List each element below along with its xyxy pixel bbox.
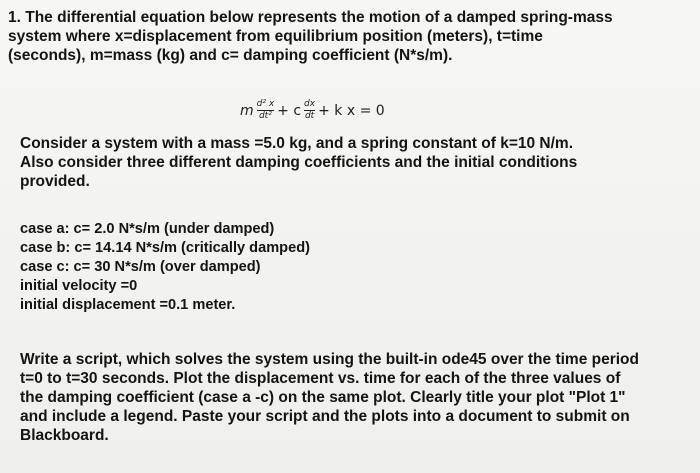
eq-second-derivative: [257, 100, 275, 121]
task-line-5: Blackboard.: [20, 427, 109, 444]
eq-plus-c: + c: [277, 102, 302, 119]
intro-line-2: system where x=displacement from equilibrium position (meters), t=time: [8, 28, 543, 45]
intro-line-1: 1. The differential equation below represents the motion of a damped spring-mass: [8, 9, 613, 26]
eq-first-derivative: [304, 100, 315, 121]
differential-equation: [238, 100, 387, 121]
eq-dx-numerator: dx: [304, 99, 316, 109]
task-line-2: t=0 to t=30 seconds. Plot the displacement vs. time for each of the three values of: [20, 370, 621, 387]
task-line-3: the damping coefficient (case a -c) on the same plot. Clearly title your plot "Plot 1": [20, 389, 626, 406]
eq-dx-denominator: dt: [304, 111, 315, 121]
initial-velocity: initial velocity =0: [20, 278, 138, 294]
eq-rest: + k x = 0: [318, 102, 385, 119]
damping-cases: [20, 220, 686, 315]
eq-mass-symbol: m: [240, 102, 254, 119]
system-description: [20, 134, 686, 191]
consider-line-1: Consider a system with a mass =5.0 kg, and a spring constant of k=10 N/m.: [20, 135, 574, 152]
intro-line-3: (seconds), m=mass (kg) and c= damping coefficient (N*s/m).: [8, 47, 453, 64]
case-c: case c: c= 30 N*s/m (over damped): [20, 259, 261, 275]
case-b: case b: c= 14.14 N*s/m (critically damped): [20, 240, 310, 256]
initial-displacement: initial displacement =0.1 meter.: [20, 297, 236, 313]
case-a: case a: c= 2.0 N*s/m (under damped): [20, 221, 275, 237]
task-line-4: and include a legend. Paste your script and the plots into a document to submit on: [20, 408, 630, 425]
eq-d2x-numerator: d² x: [256, 99, 275, 109]
eq-d2x-denominator: dt²: [258, 111, 272, 121]
consider-line-3: provided.: [20, 173, 90, 190]
task-instructions: [20, 350, 686, 445]
consider-line-2: Also consider three different damping coefficients and the initial conditions: [20, 154, 578, 171]
problem-intro: [8, 8, 686, 65]
task-line-1: Write a script, which solves the system using the built-in ode45 over the time period: [20, 351, 639, 368]
